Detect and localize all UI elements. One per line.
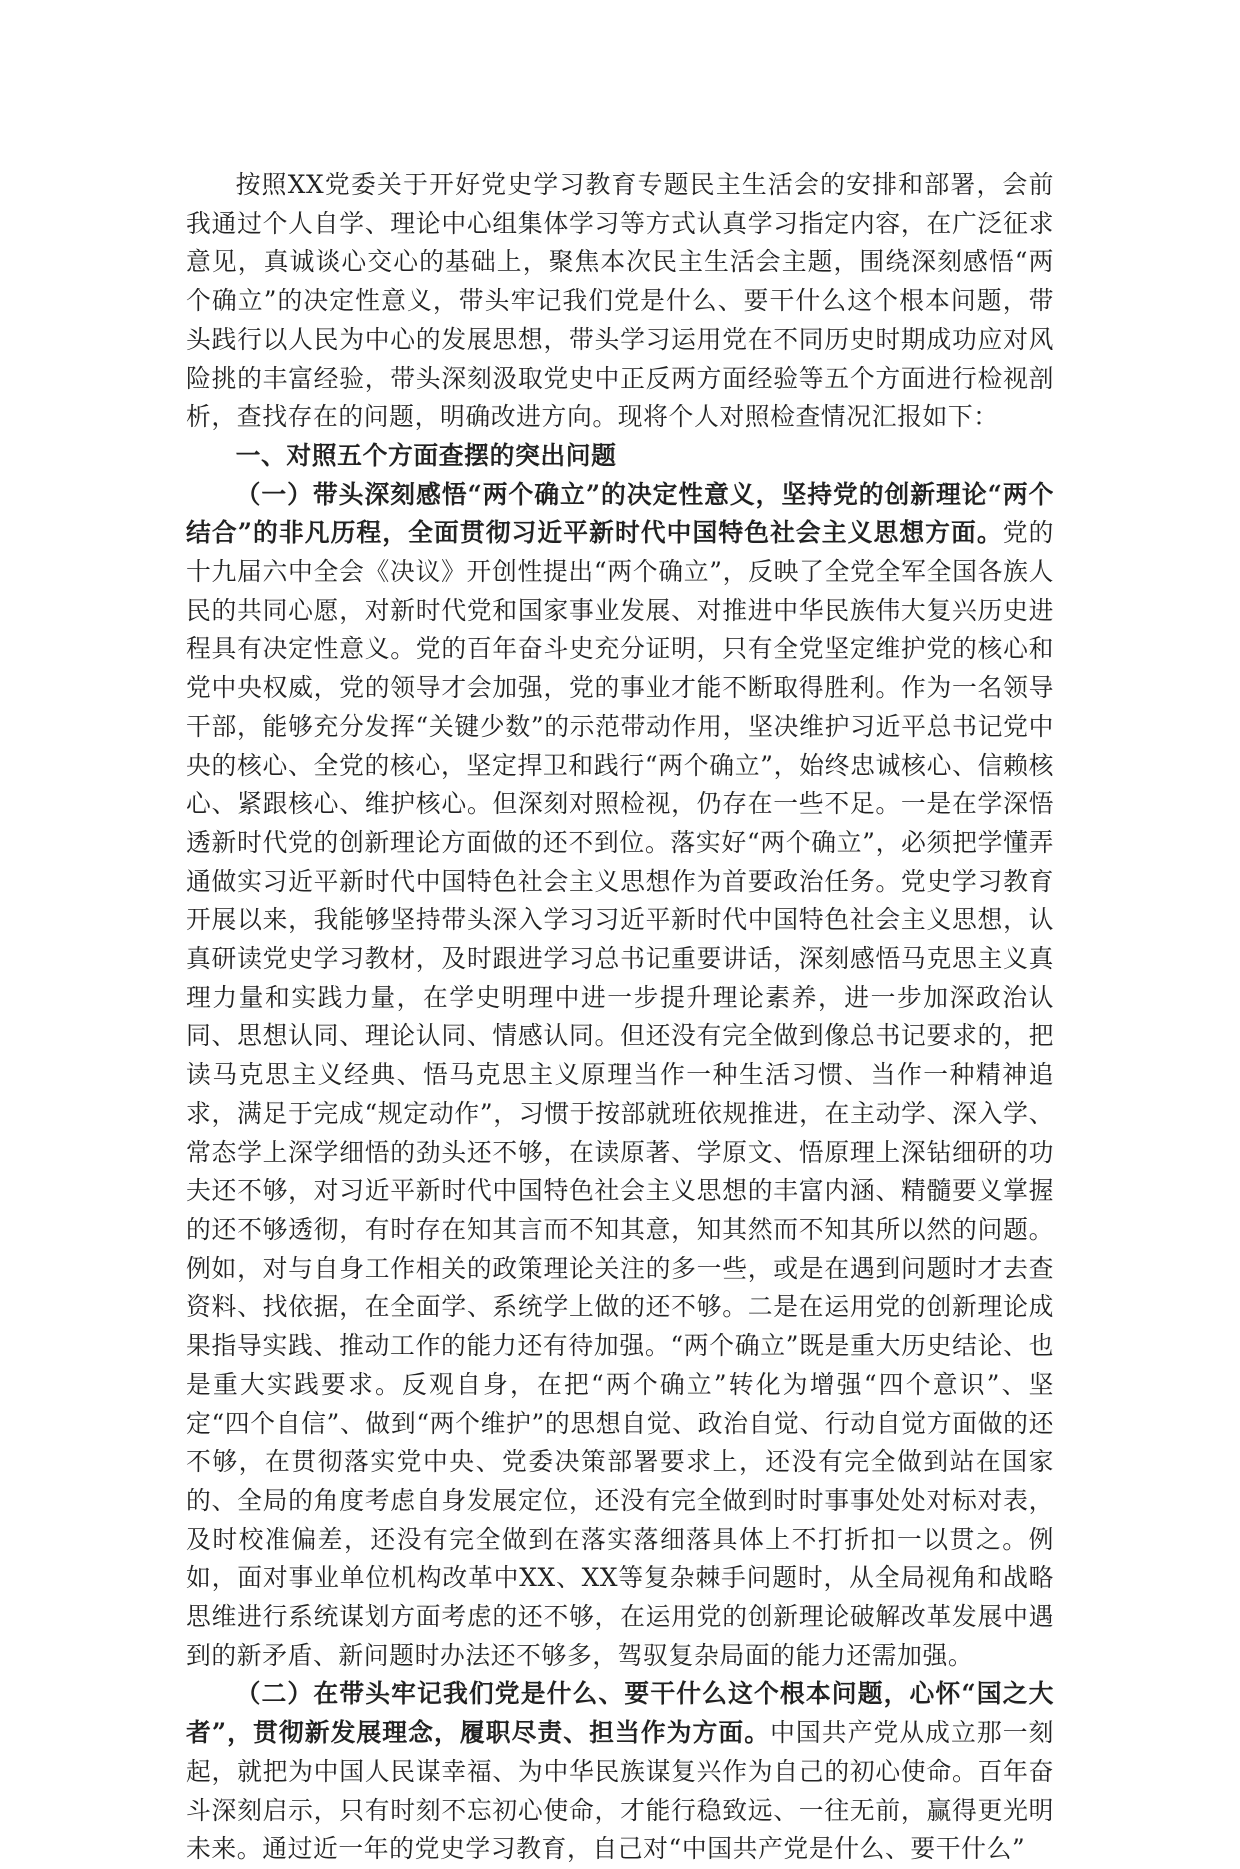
item-1-title: （一）带头深刻感悟“两个确立”的决定性意义，坚持党的创新理论“两个结合”的非凡历程，全面贯彻习近平新时代中国特色社会主义思想方面。: [186, 479, 1054, 548]
item-2-title: （二）在带头牢记我们党是什么、要干什么这个根本问题，心怀“国之大者”，贯彻新发展理念，履职尽责、担当作为方面。: [186, 1679, 1054, 1748]
document-body: [186, 166, 1054, 1869]
intro-paragraph: 按照XX党委关于开好党史学习教育专题民主生活会的安排和部署，会前我通过个人自学、理论中心组集体学习等方式认真学习指定内容，在广泛征求意见，真诚谈心交心的基础上，聚焦本次民主生活会主题，围绕深刻感悟“两个确立”的决定性意义，带头牢记我们党是什么、要干什么这个根本问题，带头践行以人民为中心的发展思想，带头学习运用党在不同历史时期成功应对风险挑的丰富经验，带头深刻汲取党史中正反两方面经验等五个方面进行检视剖析，查找存在的问题，明确改进方向。现将个人对照检查情况汇报如下：: [186, 170, 1054, 432]
section-heading: 一、对照五个方面查摆的突出问题: [235, 440, 617, 470]
item-1-paragraph: [186, 476, 1054, 1676]
item-1-body: 党的十九届六中全会《决议》开创性提出“两个确立”，反映了全党全军全国各族人民的共同心愿，对新时代党和国家事业发展、对推进中华民族伟大复兴历史进程具有决定性意义。党的百年奋斗史充分证明，只有全党坚定维护党的核心和党中央权威，党的领导才会加强，党的事业才能不断取得胜利。作为一名领导干部，能够充分发挥“关键少数”的示范带动作用，坚决维护习近平总书记党中央的核心、全党的核心，坚定捍卫和践行“两个确立”，始终忠诚核心、信赖核心、紧跟核心、维护核心。但深刻对照检视，仍存在一些不足。一是在学深悟透新时代党的创新理论方面做的还不到位。落实好“两个确立”，必须把学懂弄通做实习近平新时代中国特色社会主义思想作为首要政治任务。党史学习教育开展以来，我能够坚持带头深入学习习近平新时代中国特色社会主义思想，认真研读党史学习教材，及时跟进学习总书记重要讲话，深刻感悟马克思主义真理力量和实践力量，在学史明理中进一步提升理论素养，进一步加深政治认同、思想认同、理论认同、情感认同。但还没有完全做到像总书记要求的，把读马克思主义经典、悟马克思主义原理当作一种生活习惯、当作一种精神追求，满足于完成“规定动作”，习惯于按部就班依规推进，在主动学、深入学、常态学上深学细悟的劲头还不够，在读原著、学原文、悟原理上深钻细研的功夫还不够，对习近平新时代中国特色社会主义思想的丰富内涵、精髓要义掌握的还不够透彻，有时存在知其言而不知其意，知其然而不知其所以然的问题。例如，对与自身工作相关的政策理论关注的多一些，或是在遇到问题时才去查资料、找依据，在全面学、系统学上做的还不够。二是在运用党的创新理论成果指导实践、推动工作的能力还有待加强。“两个确立”既是重大历史结论、也是重大实践要求。反观自身，在把“两个确立”转化为增强“四个意识”、坚定“四个自信”、做到“两个维护”的思想自觉、政治自觉、行动自觉方面做的还不够，在贯彻落实党中央、党委决策部署要求上，还没有完全做到站在国家的、全局的角度考虑自身发展定位，还没有完全做到时时事事处处对标对表，及时校准偏差，还没有完全做到在落实落细落具体上不打折扣一以贯之。例如，面对事业单位机构改革中XX、XX等复杂棘手问题时，从全局视角和战略思维进行系统谋划方面考虑的还不够，在运用党的创新理论破解改革发展中遇到的新矛盾、新问题时办法还不够多，驾驭复杂局面的能力还需加强。: [186, 518, 1054, 1670]
item-2-body: 中国共产党从成立那一刻起，就把为中国人民谋幸福、为中华民族谋复兴作为自己的初心使命。百年奋斗深刻启示，只有时刻不忘初心使命，才能行稳致远、一往无前，赢得更光明未来。通过近一年的党史学习教育，自己对“中国共产党是什么、要干什么”: [186, 1718, 1054, 1864]
item-2-paragraph: [186, 1675, 1054, 1869]
